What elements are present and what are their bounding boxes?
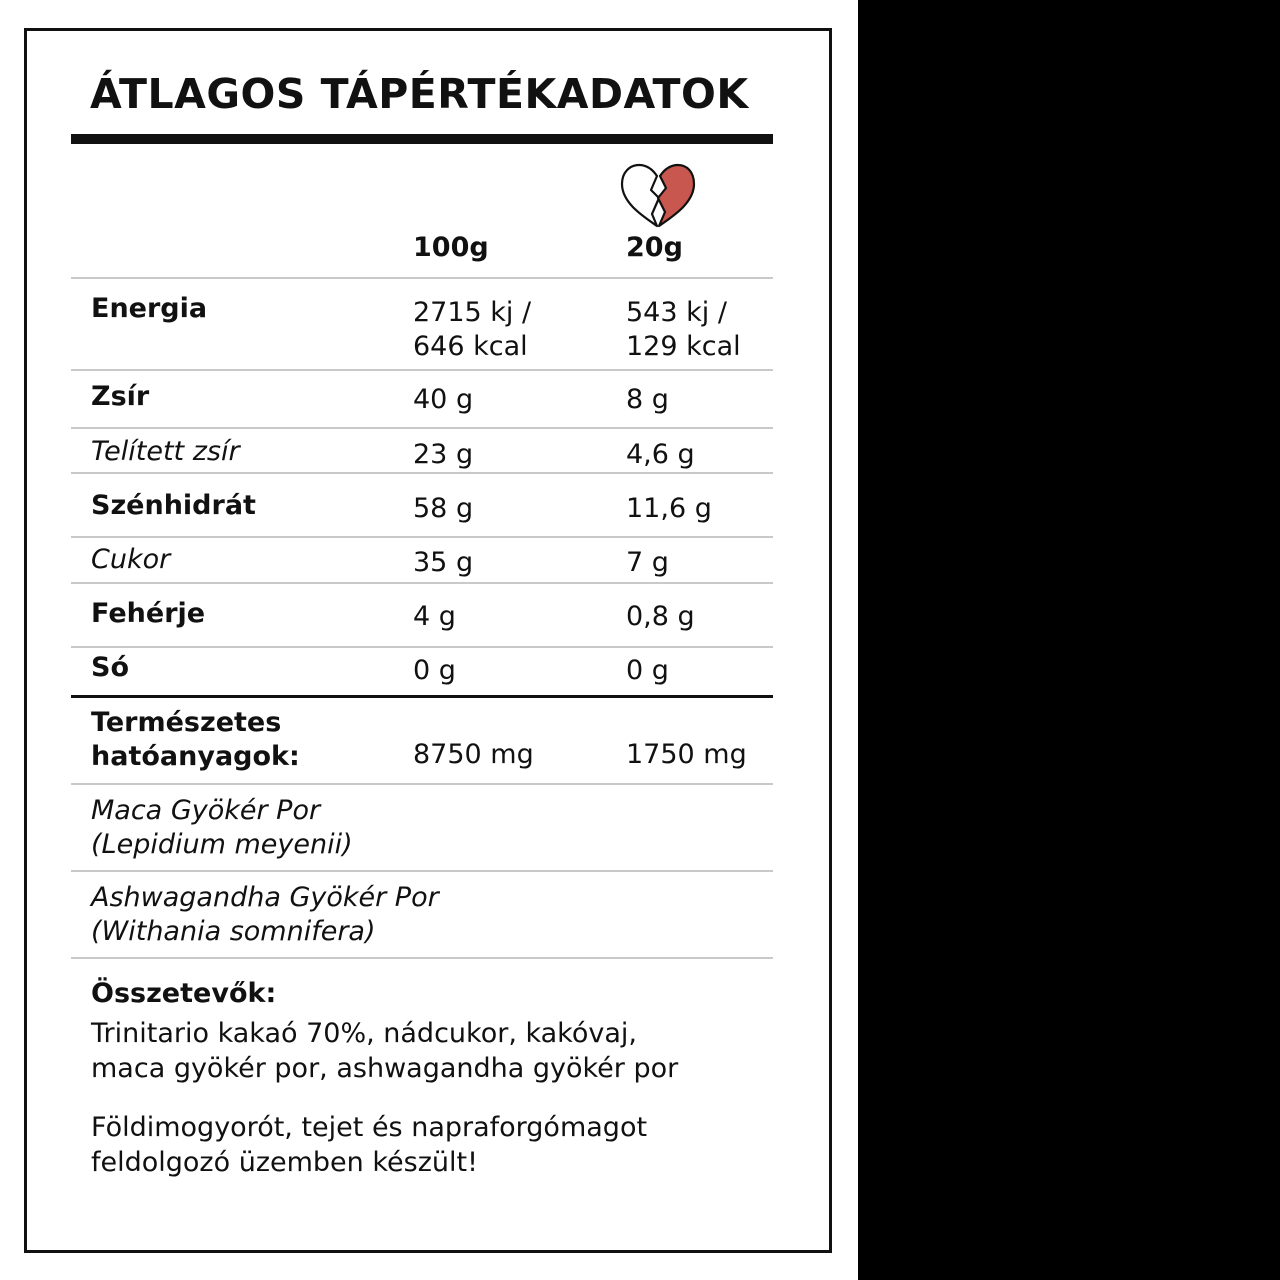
divider [71,536,773,538]
row-energia-20g: 543 kj / 129 kcal [626,297,741,362]
broken-heart-icon [618,162,696,230]
allergen-notice: Földimogyorót, tejet és napraforgómagot feldolgozó üzemben készült! [91,1112,648,1178]
row-telitett-zsir-20g: 4,6 g [626,439,695,470]
column-header-100g: 100g [413,232,489,263]
row-zsir-label: Zsír [91,381,150,412]
row-active-20g: 1750 mg [626,739,747,770]
row-zsir-100g: 40 g [413,384,474,415]
row-energia-100g: 2715 kj / 646 kcal [413,297,532,362]
active-item-ashwagandha: Ashwagandha Gyökér Por (Withania somnifera) [91,882,439,947]
row-feherje-20g: 0,8 g [626,601,695,632]
divider [71,472,773,474]
ingredients-heading: Összetevők: [91,978,277,1009]
row-telitett-zsir-label: Telített zsír [91,436,240,467]
row-feherje-label: Fehérje [91,598,206,629]
row-feherje-100g: 4 g [413,601,456,632]
row-active-100g: 8750 mg [413,739,534,770]
row-szenhidrat-20g: 11,6 g [626,493,712,524]
row-cukor-20g: 7 g [626,547,669,578]
row-cukor-label: Cukor [91,544,171,575]
active-item-maca: Maca Gyökér Por (Lepidium meyenii) [91,795,353,860]
title-rule [71,134,773,144]
row-so-label: Só [91,652,129,683]
row-zsir-20g: 8 g [626,384,669,415]
section-rule [71,695,773,698]
divider [71,646,773,648]
label-title: ÁTLAGOS TÁPÉRTÉKADATOK [90,70,749,118]
heart-red-half [658,165,694,226]
divider [71,783,773,785]
row-so-20g: 0 g [626,655,669,686]
row-cukor-100g: 35 g [413,547,474,578]
row-energia-label: Energia [91,293,208,324]
divider [71,582,773,584]
row-szenhidrat-label: Szénhidrát [91,490,256,521]
divider [71,870,773,872]
divider [71,427,773,429]
row-telitett-zsir-100g: 23 g [413,439,474,470]
divider [71,957,773,959]
column-header-20g: 20g [626,232,683,263]
black-background-strip [858,0,1280,1280]
divider [71,369,773,371]
row-active-label: Természetes hatóanyagok: [91,707,300,772]
row-szenhidrat-100g: 58 g [413,493,474,524]
row-so-100g: 0 g [413,655,456,686]
ingredients-text: Trinitario kakaó 70%, nádcukor, kakóvaj, maca gyökér por, ashwagandha gyökér por [91,1018,679,1084]
divider [71,277,773,279]
